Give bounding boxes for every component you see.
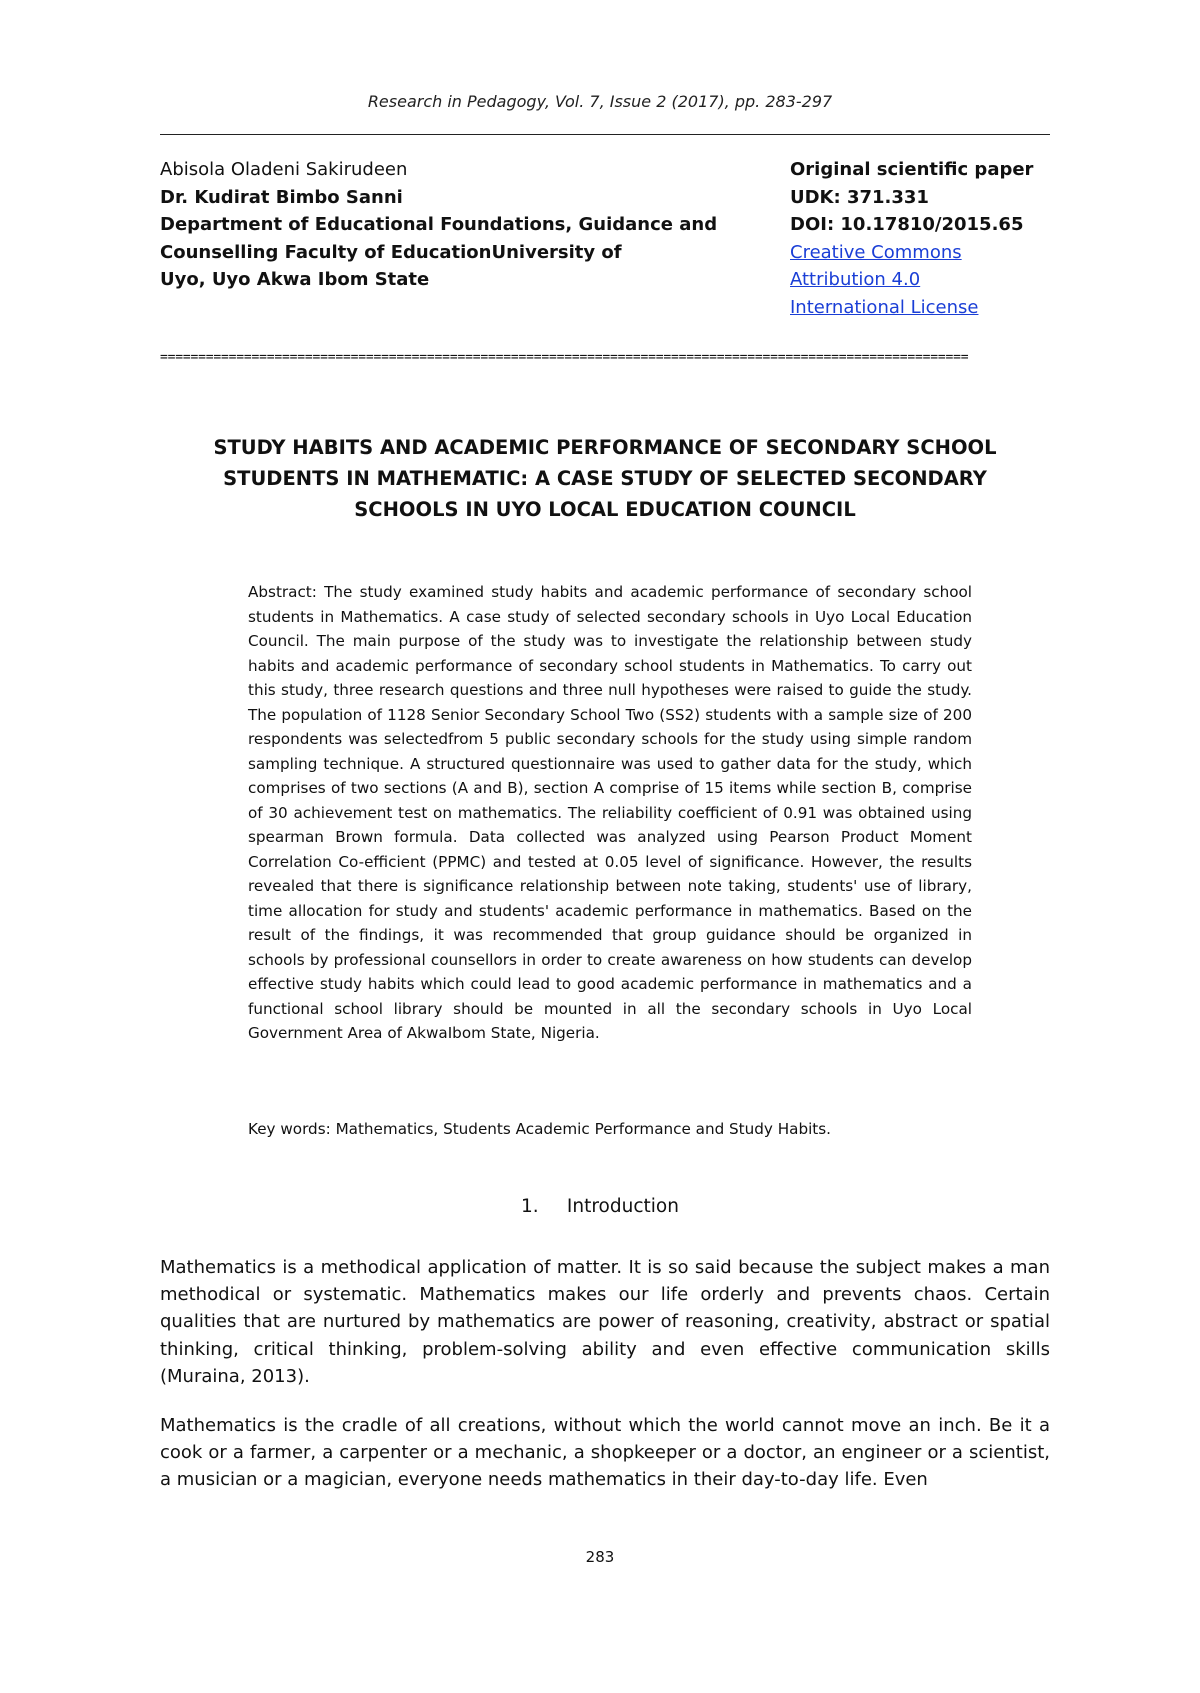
keywords-text: Mathematics, Students Academic Performance and Study Habits.: [335, 1120, 832, 1138]
header-rule: [160, 134, 1050, 135]
doi: DOI: 10.17810/2015.65: [790, 214, 1024, 235]
title-line: SCHOOLS IN UYO LOCAL EDUCATION COUNCIL: [354, 498, 856, 521]
abstract-text: The study examined study habits and academic performance of secondary school students in Mathematics. A case study of selected secondary schools in Uyo Local Education Council. The main purpose of the study was to investigate the relationship between study habits and academic performance of secondary school students in Mathematics. To carry out this study, three research questions and three null hypotheses were raised to guide the study. The population of 1128 Senior Secondary School Two (SS2) students with a sample size of 200 respondents was selectedfrom 5 public secondary schools for the study using simple random sampling technique. A structured questionnaire was used to gather data for the study, which comprises of two sections (A and B), section A comprise of 15 items while section B, comprise of 30 achievement test on mathematics. The reliability coefficient of 0.91 was obtained using spearman Brown formula. Data collected was analyzed using Pearson Product Moment Correlation Co-efficient (PPMC) and tested at 0.05 level of significance. However, the results revealed that there is significance relationship between note taking, students' use of library, time allocation for study and students' academic performance in mathematics. Based on the result of the findings, it was recommended that group guidance should be organized in schools by professional counsellors in order to create awareness on how students can develop effective study habits which could lead to good academic performance in mathematics and a functional school library should be mounted in all the secondary schools in Uyo Local Government Area of AkwaIbom State, Nigeria.: [248, 583, 973, 1042]
affiliation-line: Department of Educational Foundations, Guidance and: [160, 214, 718, 235]
abstract-label: Abstract:: [248, 583, 317, 601]
license-link[interactable]: [790, 239, 1060, 322]
udk-code: UDK: 371.331: [790, 186, 929, 208]
author-name: Abisola Oladeni Sakirudeen: [160, 159, 408, 180]
license-link-line[interactable]: Attribution 4.0: [790, 269, 921, 290]
license-link-line[interactable]: International License: [790, 296, 979, 318]
body-paragraph: Mathematics is the cradle of all creations, without which the world cannot move an inch. Be it a cook or a farmer, a carpenter or a mechanic, a shopkeeper or a doctor, an engineer or a scientist, a musician or a magician, everyone needs mathematics in their day-to-day life. Even: [160, 1415, 1050, 1491]
license-link-line[interactable]: Creative Commons: [790, 241, 962, 263]
affiliation-line: Counselling Faculty of EducationUniversity of: [160, 241, 622, 263]
keywords: [248, 1117, 972, 1141]
keywords-label: Key words:: [248, 1120, 331, 1138]
section-heading: [0, 1196, 1200, 1217]
title-line: STUDENTS IN MATHEMATIC: A CASE STUDY OF SELECTED SECONDARY: [223, 467, 987, 490]
author-block: [160, 156, 720, 294]
abstract: [248, 580, 972, 1046]
paper-type: Original scientific paper: [790, 159, 1034, 180]
page-number: 283: [585, 1548, 615, 1566]
title-line: STUDY HABITS AND ACADEMIC PERFORMANCE OF SECONDARY SCHOOL: [213, 436, 997, 459]
body-paragraph: Mathematics is a methodical application of matter. It is so said because the subject makes a man methodical or systematic. Mathematics makes our life orderly and prevents chaos. Certain qualities that are nurtured by mathematics are power of reasoning, creativity, abstract or spatial thinking, critical thinking, problem-solving ability and even effective communication skills (Muraina, 2013).: [160, 1257, 1050, 1387]
affiliation-line: Uyo, Uyo Akwa Ibom State: [160, 269, 430, 290]
paper-meta: [790, 156, 1060, 321]
running-head: Research in Pedagogy, Vol. 7, Issue 2 (2017), pp. 283-297: [367, 92, 833, 111]
section-number: 1.: [521, 1196, 539, 1217]
section-divider: ==========================================================================================================: [160, 350, 969, 365]
paper-title: [170, 432, 1040, 525]
author-name: Dr. Kudirat Bimbo Sanni: [160, 186, 403, 208]
section-title: Introduction: [566, 1196, 679, 1217]
